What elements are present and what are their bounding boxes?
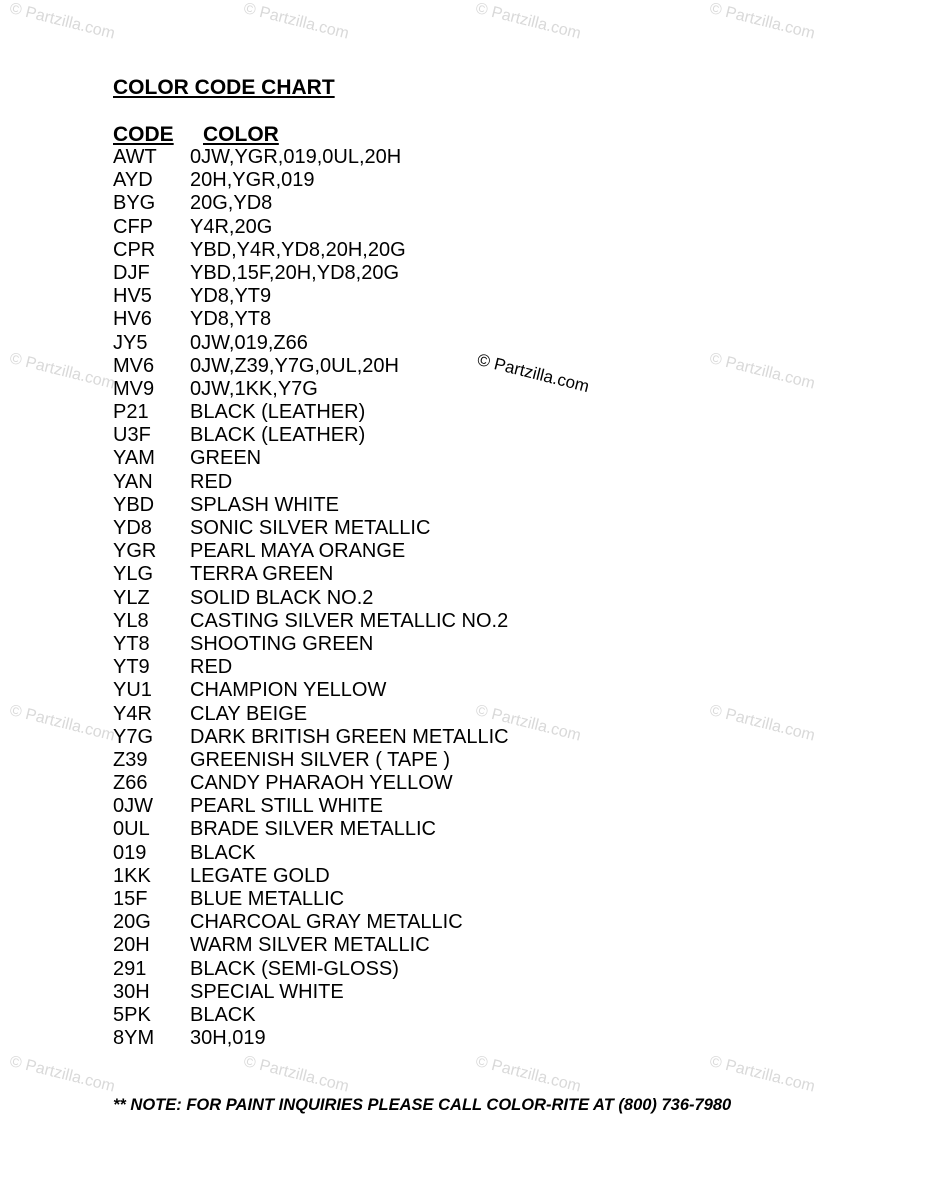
color-name: YD8,YT8 <box>190 308 272 331</box>
color-name: LEGATE GOLD <box>190 864 330 887</box>
list-item <box>113 471 509 494</box>
list-item <box>113 169 509 192</box>
watermark: © Partzilla.com <box>7 0 117 43</box>
list-item <box>113 146 509 169</box>
color-code: AYD <box>113 169 153 192</box>
color-name: BLACK <box>190 841 256 864</box>
list-item <box>113 239 509 262</box>
list-item <box>113 842 509 865</box>
color-code-list <box>113 146 509 1050</box>
color-code: 019 <box>113 841 147 864</box>
list-item <box>113 563 509 586</box>
color-name: SPLASH WHITE <box>190 493 339 516</box>
color-code: Y7G <box>113 725 154 748</box>
color-name: SPECIAL WHITE <box>190 980 344 1003</box>
color-code: DJF <box>113 261 150 284</box>
color-name: CHARCOAL GRAY METALLIC <box>190 911 463 934</box>
color-name: GREENISH SILVER ( TAPE ) <box>190 748 451 771</box>
color-name: CLAY BEIGE <box>190 702 308 725</box>
color-code: JY5 <box>113 331 148 354</box>
color-name: 0JW,Z39,Y7G,0UL,20H <box>190 354 399 377</box>
color-name: YBD,Y4R,YD8,20H,20G <box>190 238 406 261</box>
color-code: 5PK <box>113 1003 151 1026</box>
color-code: YBD <box>113 493 155 516</box>
watermark: © Partzilla.com <box>7 1053 117 1096</box>
watermark: © Partzilla.com <box>473 0 583 43</box>
watermark: © Partzilla.com <box>7 702 117 745</box>
color-code: 1KK <box>113 864 151 887</box>
color-name: SOLID BLACK NO.2 <box>190 586 374 609</box>
list-item <box>113 447 509 470</box>
color-code: YAN <box>113 470 153 493</box>
list-item <box>113 958 509 981</box>
color-name: YBD,15F,20H,YD8,20G <box>190 261 399 284</box>
color-code: HV6 <box>113 308 152 331</box>
list-item <box>113 703 509 726</box>
color-name: SHOOTING GREEN <box>190 632 374 655</box>
list-item <box>113 981 509 1004</box>
color-name: 20H,YGR,019 <box>190 169 315 192</box>
color-code: CPR <box>113 238 156 261</box>
color-name: 0JW,YGR,019,0UL,20H <box>190 146 402 168</box>
list-item <box>113 216 509 239</box>
watermark: © Partzilla.com <box>241 0 351 43</box>
list-item <box>113 401 509 424</box>
color-name: BLACK (LEATHER) <box>190 401 366 424</box>
list-item <box>113 192 509 215</box>
list-item <box>113 587 509 610</box>
list-item <box>113 726 509 749</box>
color-code: Z39 <box>113 748 148 771</box>
color-code: P21 <box>113 401 149 424</box>
color-code: MV9 <box>113 377 155 400</box>
color-name: PEARL STILL WHITE <box>190 795 384 818</box>
list-item <box>113 1027 509 1050</box>
color-name: Y4R,20G <box>190 215 273 238</box>
color-name: 0JW,019,Z66 <box>190 331 308 354</box>
color-code: BYG <box>113 192 156 215</box>
color-code: 8YM <box>113 1027 155 1050</box>
color-code: YD8 <box>113 517 152 539</box>
color-code: YAM <box>113 447 155 470</box>
watermark: © Partzilla.com <box>707 702 817 745</box>
list-item <box>113 679 509 702</box>
list-item <box>113 355 509 378</box>
watermark: © Partzilla.com <box>7 350 117 393</box>
watermark: © Partzilla.com <box>707 0 817 43</box>
color-code: 30H <box>113 980 150 1003</box>
paint-inquiry-note: ** NOTE: FOR PAINT INQUIRIES PLEASE CALL COLOR-RITE AT (800) 736-7980 <box>113 1096 732 1114</box>
color-code: YLG <box>113 563 154 586</box>
color-code: CFP <box>113 215 153 238</box>
color-code: Y4R <box>113 702 152 725</box>
list-item <box>113 285 509 308</box>
color-code: HV5 <box>113 285 152 308</box>
color-name: 20G,YD8 <box>190 192 273 215</box>
color-code: 15F <box>113 888 148 910</box>
color-code: YT8 <box>113 632 150 655</box>
color-name: CHAMPION YELLOW <box>190 679 387 702</box>
color-name: TERRA GREEN <box>190 563 334 586</box>
color-name: BLACK <box>190 1003 256 1026</box>
list-item <box>113 494 509 517</box>
color-name: DARK BRITISH GREEN METALLIC <box>190 725 509 748</box>
list-item <box>113 865 509 888</box>
color-name: 30H,019 <box>190 1027 266 1050</box>
watermark: © Partzilla.com <box>473 702 583 745</box>
color-name: PEARL MAYA ORANGE <box>190 540 406 563</box>
color-name: YD8,YT9 <box>190 285 272 308</box>
list-item <box>113 378 509 401</box>
list-item <box>113 656 509 679</box>
list-item <box>113 795 509 818</box>
color-code: YLZ <box>113 586 150 609</box>
list-item <box>113 517 509 540</box>
watermark: © Partzilla.com <box>707 350 817 393</box>
color-code: U3F <box>113 424 151 447</box>
list-item <box>113 911 509 934</box>
color-name: CASTING SILVER METALLIC NO.2 <box>190 609 509 632</box>
color-code: 291 <box>113 957 147 980</box>
list-item <box>113 610 509 633</box>
color-name: 0JW,1KK,Y7G <box>190 377 318 400</box>
list-item <box>113 1004 509 1027</box>
color-name: BRADE SILVER METALLIC <box>190 818 436 841</box>
color-code: 0JW <box>113 795 153 818</box>
color-code: YGR <box>113 540 157 563</box>
watermark: © Partzilla.com <box>475 350 592 397</box>
color-name: BLUE METALLIC <box>190 888 345 910</box>
color-code: Z66 <box>113 772 148 795</box>
page-title: COLOR CODE CHART <box>113 76 335 99</box>
list-item <box>113 633 509 656</box>
list-item <box>113 888 509 911</box>
list-item <box>113 818 509 841</box>
list-item <box>113 262 509 285</box>
color-code: AWT <box>113 146 157 168</box>
color-code: MV6 <box>113 354 155 377</box>
color-name: CANDY PHARAOH YELLOW <box>190 772 453 795</box>
color-name: RED <box>190 470 233 493</box>
watermark: © Partzilla.com <box>707 1053 817 1096</box>
color-name: BLACK (SEMI-GLOSS) <box>190 957 399 980</box>
color-code: 20H <box>113 934 150 957</box>
color-name: RED <box>190 656 233 679</box>
color-name: SONIC SILVER METALLIC <box>190 517 431 539</box>
color-name: GREEN <box>190 447 262 470</box>
watermark: © Partzilla.com <box>241 1053 351 1096</box>
list-item <box>113 424 509 447</box>
color-code: YU1 <box>113 679 152 702</box>
list-item <box>113 332 509 355</box>
column-header-color: COLOR <box>203 123 279 146</box>
color-name: BLACK (LEATHER) <box>190 424 366 447</box>
list-item <box>113 308 509 331</box>
list-item <box>113 540 509 563</box>
watermark: © Partzilla.com <box>473 1053 583 1096</box>
color-code: 0UL <box>113 818 150 841</box>
list-item <box>113 772 509 795</box>
color-code: 20G <box>113 911 151 934</box>
list-item <box>113 934 509 957</box>
column-header-code: CODE <box>113 123 174 146</box>
color-code: YL8 <box>113 609 149 632</box>
color-code: YT9 <box>113 656 150 679</box>
color-name: WARM SILVER METALLIC <box>190 934 430 957</box>
list-item <box>113 749 509 772</box>
